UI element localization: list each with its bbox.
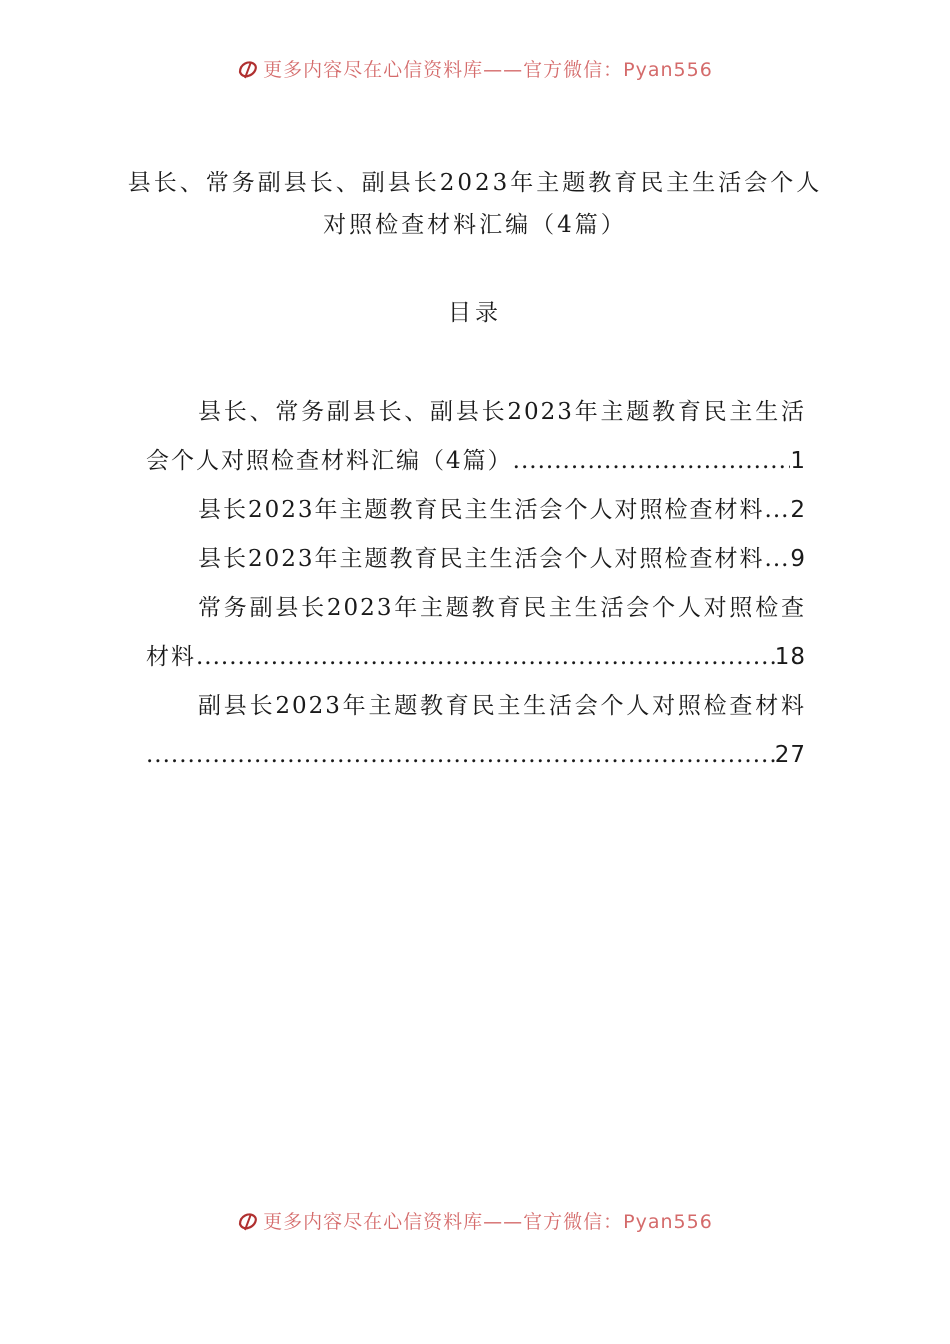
toc-entry-3[interactable] [146,535,806,584]
toc-leader-dots [765,486,791,535]
toc-entry-2[interactable] [146,486,806,535]
toc-entry-3-title: 县长2023年主题教育民主生活会个人对照检查材料 [198,546,765,572]
document-title: 县长、常务副县长、副县长2023年主题教育民主生活会个人对照检查材料汇编（4篇） [127,170,823,238]
toc-entry-1-line-2[interactable] [146,437,806,486]
toc-entry-1-line-1[interactable] [146,388,806,437]
toc-entry-4-page: 18 [774,644,806,670]
footer-watermark-text: 更多内容尽在心信资料库——官方微信：Pyan556 [263,1211,713,1233]
header-watermark-text: 更多内容尽在心信资料库——官方微信：Pyan556 [263,59,713,81]
toc-entry-1-title-part-1: 县长、常务副县长、副县长2023年主题教育民主生活 [198,399,806,425]
toc-entry-4-title-part-1: 常务副县长2023年主题教育民主生活会个人对照检查 [198,595,806,621]
toc-leader-dots [513,437,791,486]
toc-entry-1-page: 1 [790,448,806,474]
toc-entry-2-title: 县长2023年主题教育民主生活会个人对照检查材料 [198,497,765,523]
toc-leader-dots [196,633,775,682]
toc-entry-5-line-2[interactable] [146,731,806,780]
footer-watermark [0,1210,950,1234]
brand-logo-icon [237,1210,259,1232]
header-watermark [0,58,950,82]
table-of-contents [146,388,806,780]
toc-entry-1-title-part-2: 会个人对照检查材料汇编（4篇） [146,448,513,474]
toc-entry-4-title-part-2: 材料 [146,644,196,670]
toc-leader-dots [146,731,775,780]
toc-entry-5-title: 副县长2023年主题教育民主生活会个人对照检查材料 [198,693,806,719]
toc-entry-4-line-2[interactable] [146,633,806,682]
toc-entry-3-page: 9 [790,546,806,572]
toc-heading: 目录 [448,300,502,326]
toc-entry-5-page: 27 [774,742,806,768]
brand-logo-icon [237,58,259,80]
toc-entry-2-page: 2 [790,497,806,523]
toc-leader-dots [765,535,791,584]
toc-entry-4-line-1[interactable] [146,584,806,633]
toc-entry-5-line-1[interactable] [146,682,806,731]
